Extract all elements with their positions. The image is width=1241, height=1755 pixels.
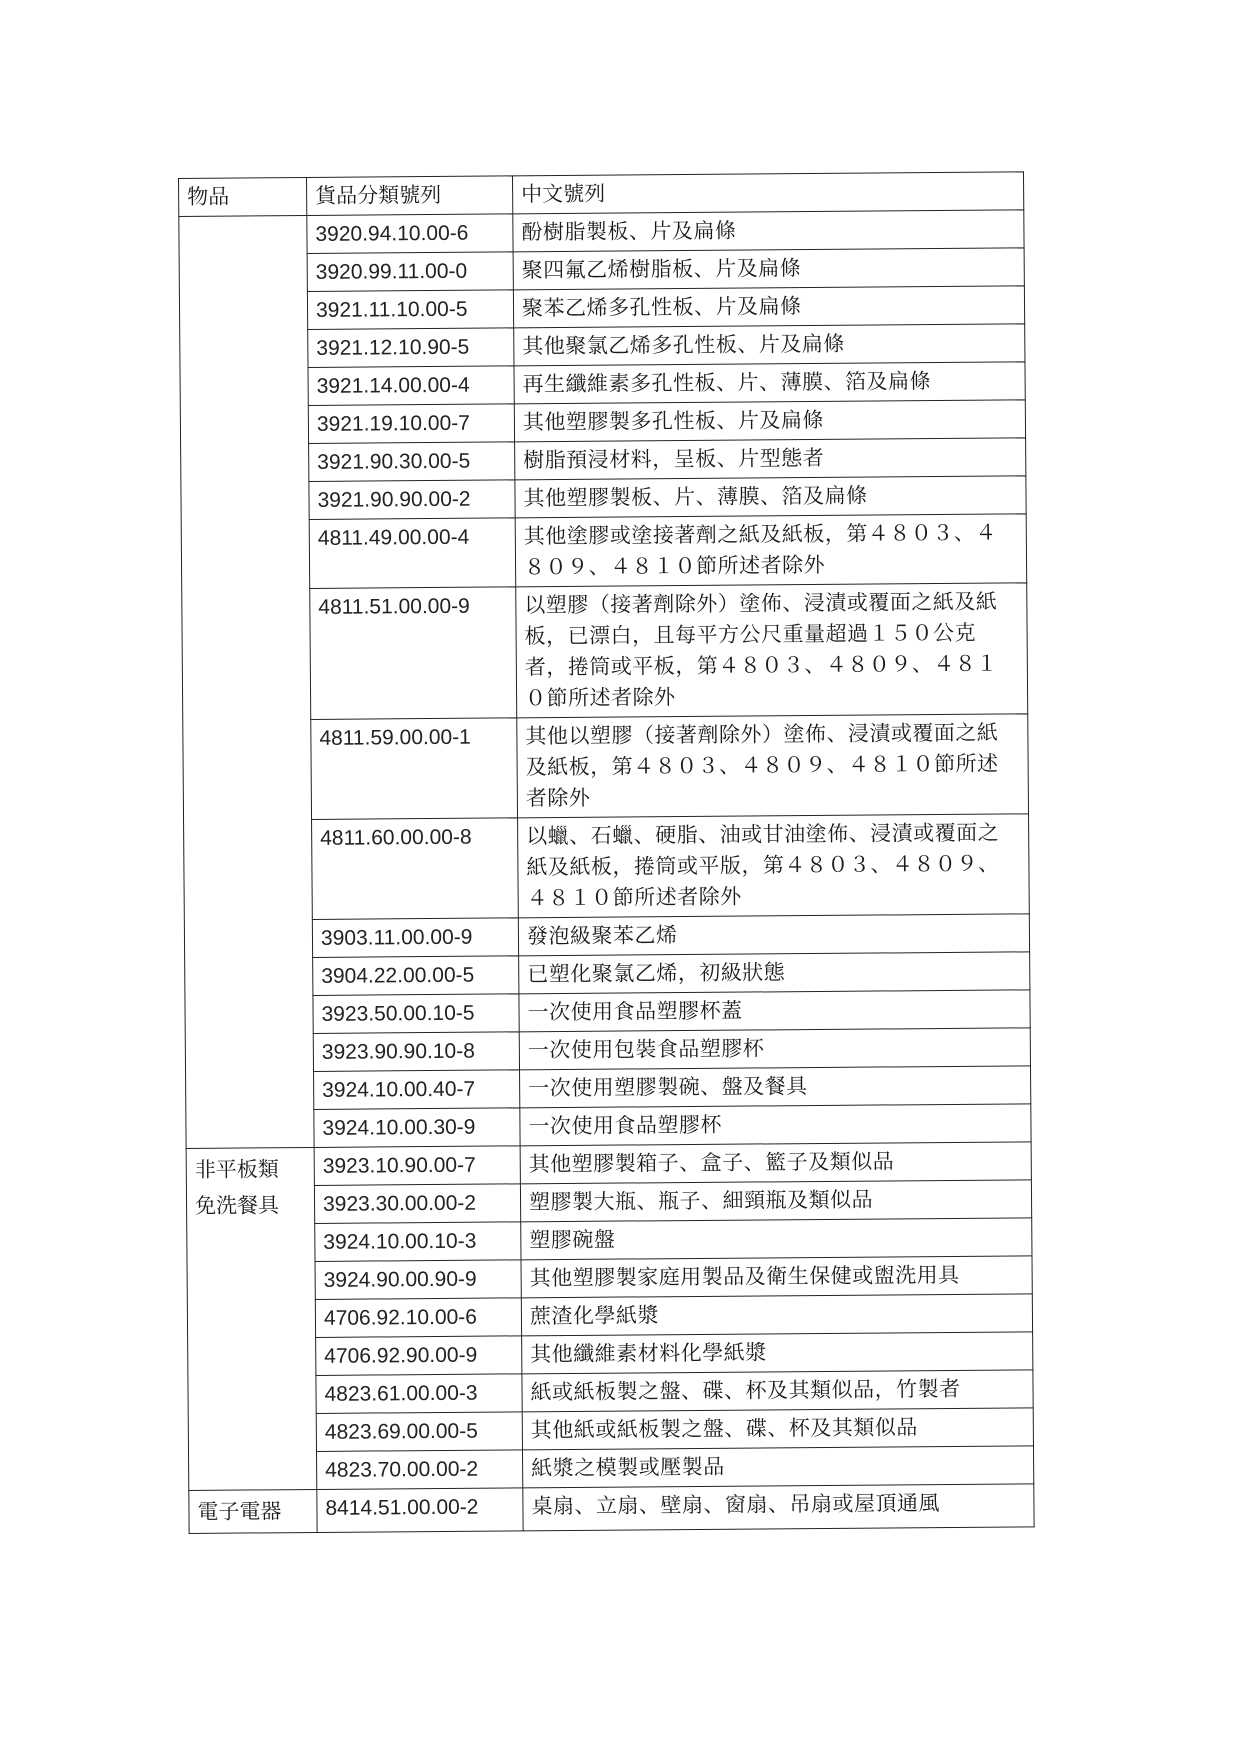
- chinese-description: 一次使用塑膠製碗、盤及餐具: [520, 1066, 1031, 1108]
- tariff-code: 3921.14.00.00-4: [308, 366, 514, 406]
- chinese-description: 其他塑膠製多孔性板、片及扁條: [514, 400, 1025, 442]
- chinese-description: 紙或紙板製之盤、碟、杯及其類似品，竹製者: [522, 1370, 1033, 1412]
- table-row: [179, 210, 1024, 255]
- chinese-description: 塑膠製大瓶、瓶子、細頸瓶及類似品: [520, 1180, 1031, 1222]
- chinese-description: 發泡級聚苯乙烯: [518, 914, 1029, 956]
- tariff-code: 3921.90.30.00-5: [309, 442, 515, 482]
- tariff-code: 3921.90.90.00-2: [309, 480, 515, 520]
- category-cell: [189, 1489, 317, 1533]
- tariff-code: 8414.51.00.00-2: [317, 1488, 523, 1533]
- tariff-code: 3924.90.00.90-9: [315, 1260, 521, 1300]
- chinese-description: 一次使用包裝食品塑膠杯: [519, 1028, 1030, 1070]
- header-code: 貨品分類號列: [306, 176, 512, 216]
- chinese-description: 桌扇、立扇、壁扇、窗扇、吊扇或屋頂通風: [523, 1484, 1034, 1531]
- chinese-description: 一次使用食品塑膠杯: [520, 1104, 1031, 1146]
- chinese-description: 蔗渣化學紙漿: [521, 1294, 1032, 1336]
- chinese-description: 塑膠碗盤: [521, 1218, 1032, 1260]
- table-header-row: [179, 172, 1024, 217]
- tariff-code: 4823.69.00.00-5: [316, 1412, 522, 1452]
- chinese-description: 紙漿之模製或壓製品: [522, 1446, 1033, 1488]
- chinese-description: 其他塑膠製板、片、薄膜、箔及扁條: [515, 476, 1026, 518]
- category-label: [187, 219, 287, 220]
- tariff-code: 3924.10.00.30-9: [314, 1108, 520, 1148]
- tariff-code: 4823.70.00.00-2: [317, 1450, 523, 1490]
- tariff-code: 4706.92.90.00-9: [316, 1336, 522, 1376]
- tariff-code: 3903.11.00.00-9: [312, 918, 518, 958]
- chinese-description: 樹脂預浸材料，呈板、片型態者: [515, 438, 1026, 480]
- tariff-code: 3924.10.00.40-7: [314, 1070, 520, 1110]
- chinese-description: 聚苯乙烯多孔性板、片及扁條: [513, 286, 1024, 328]
- chinese-description: 其他塑膠製箱子、盒子、籃子及類似品: [520, 1142, 1031, 1184]
- chinese-description: 其他塗膠或塗接著劑之紙及紙板，第４８０３、４８０９、４８１０節所述者除外: [515, 514, 1027, 587]
- tariff-code: 4823.61.00.00-3: [316, 1374, 522, 1414]
- tariff-code: 3921.12.10.90-5: [308, 328, 514, 368]
- tariff-code: 4811.49.00.00-4: [309, 518, 516, 589]
- tariff-code: 3921.11.10.00-5: [307, 290, 513, 330]
- chinese-description: 以蠟、石蠟、硬脂、油或甘油塗佈、浸漬或覆面之紙及紙板，捲筒或平版，第４８０３、４８０９、４８１０節所述者除外: [518, 814, 1030, 918]
- chinese-description: 一次使用食品塑膠杯蓋: [519, 990, 1030, 1032]
- category-cell: [186, 1147, 317, 1490]
- document-page: [178, 171, 1034, 1534]
- tariff-code: 3904.22.00.00-5: [313, 956, 519, 996]
- chinese-description: 再生纖維素多孔性板、片、薄膜、箔及扁條: [514, 362, 1025, 404]
- chinese-description: 已塑化聚氯乙烯，初級狀態: [519, 952, 1030, 994]
- tariff-code: 3923.90.90.10-8: [313, 1032, 519, 1072]
- tariff-code: 3923.50.00.10-5: [313, 994, 519, 1034]
- tariff-code: 3920.94.10.00-6: [307, 214, 513, 254]
- category-label: 非平板類免洗餐具: [194, 1157, 280, 1218]
- header-name: 中文號列: [512, 172, 1023, 214]
- chinese-description: 聚四氟乙烯樹脂板、片及扁條: [513, 248, 1024, 290]
- table-row: [189, 1484, 1034, 1534]
- tariff-code: 4811.51.00.00-9: [310, 587, 517, 720]
- chinese-description: 其他塑膠製家庭用製品及衛生保健或盥洗用具: [521, 1256, 1032, 1298]
- tariff-code: 4706.92.10.00-6: [315, 1298, 521, 1338]
- header-item: 物品: [179, 177, 307, 216]
- tariff-code: 3923.10.90.00-7: [314, 1146, 520, 1186]
- tariff-code: 3920.99.11.00-0: [307, 252, 513, 292]
- table-row: [186, 1142, 1031, 1187]
- tariff-code: 3923.30.00.00-2: [314, 1184, 520, 1224]
- chinese-description: 其他纖維素材料化學紙漿: [522, 1332, 1033, 1374]
- chinese-description: 其他聚氯乙烯多孔性板、片及扁條: [514, 324, 1025, 366]
- tariff-code: 3921.19.10.00-7: [308, 404, 514, 444]
- category-label: 電子電器: [197, 1499, 282, 1524]
- chinese-description: 酚樹脂製板、片及扁條: [513, 210, 1024, 252]
- chinese-description: 以塑膠（接著劑除外）塗佈、浸漬或覆面之紙及紙板，已漂白，且每平方公尺重量超過１５０公克者，捲筒或平板，第４８０３、４８０９、４８１０節所述者除外: [516, 583, 1028, 718]
- tariff-code: 4811.59.00.00-1: [311, 718, 518, 820]
- tariff-code: 4811.60.00.00-8: [312, 818, 519, 920]
- goods-classification-table: [178, 171, 1035, 1534]
- tariff-code: 3924.10.00.10-3: [315, 1222, 521, 1262]
- chinese-description: 其他紙或紙板製之盤、碟、杯及其類似品: [522, 1408, 1033, 1450]
- chinese-description: 其他以塑膠（接著劑除外）塗佈、浸漬或覆面之紙及紙板，第４８０３、４８０９、４８１０節所述者除外: [517, 714, 1029, 818]
- category-cell: [179, 215, 314, 1148]
